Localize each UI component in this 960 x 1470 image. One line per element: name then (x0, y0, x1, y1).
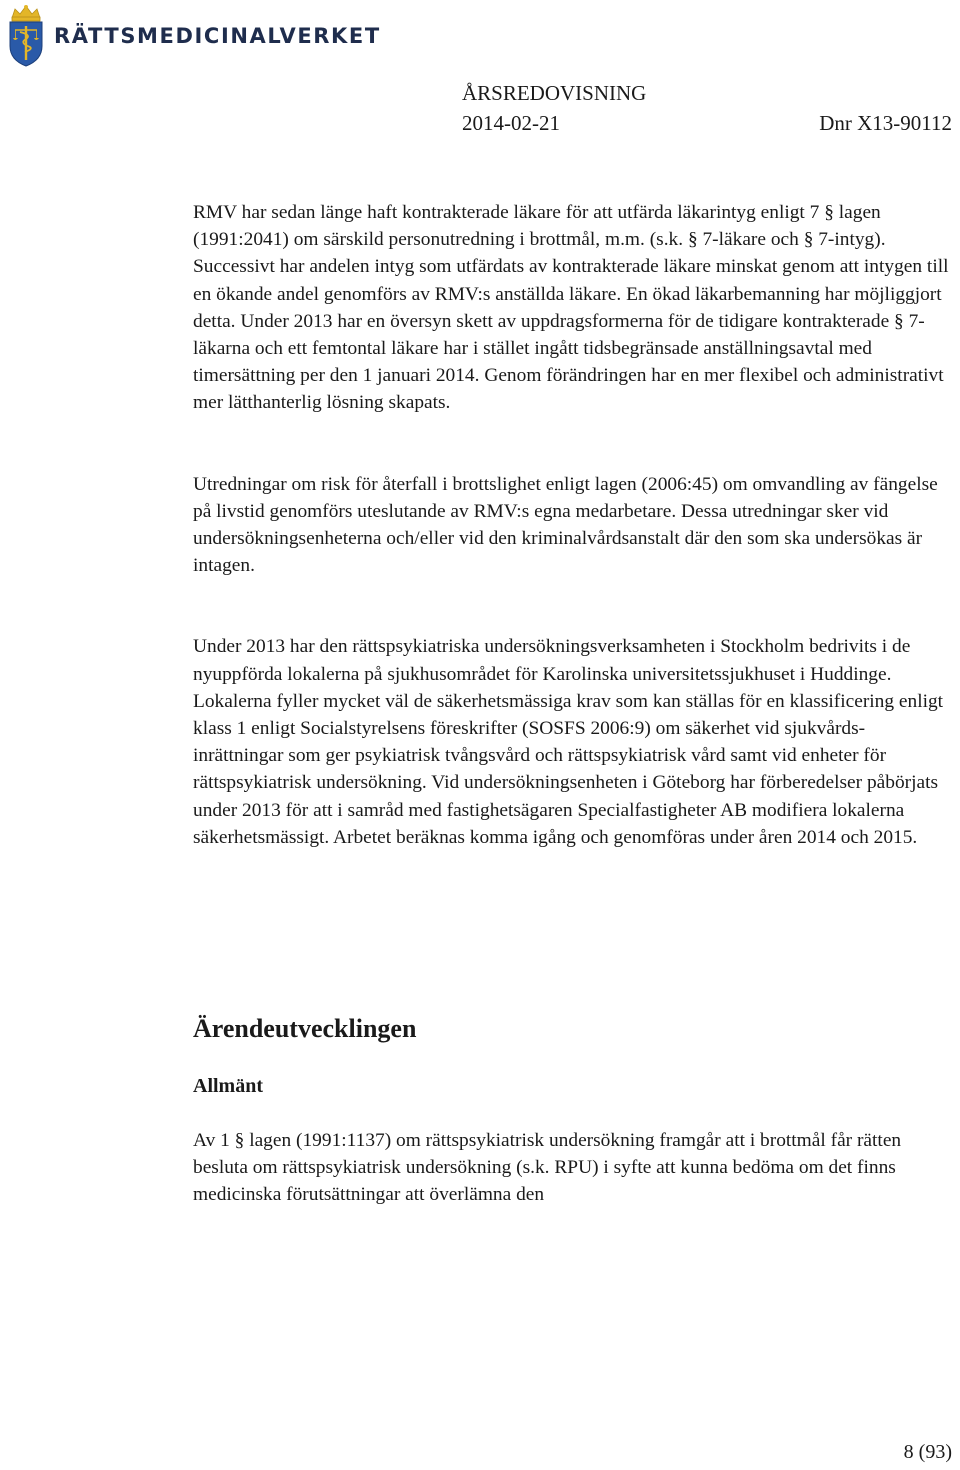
document-type: ÅRSREDOVISNING (462, 81, 647, 105)
page-number: 8 (93) (903, 1441, 952, 1463)
subsection-heading: Allmänt (193, 1075, 263, 1097)
organization-logo (6, 4, 381, 68)
body-paragraph: Under 2013 har den rättspsykiatriska undersökningsverksamheten i Stockholm bedrivits i de nyuppförda lokalerna på sjukhusområdet för Karolinska universitetssjukhuset i Huddinge. Lokalerna fyller mycket väl de säkerhetsmässiga krav som kan ställas för en klassificering enligt klass 1 enligt Socialstyrelsens föreskrifter (SOSFS 2006:9) om säkerhet vid sjukvårds-inrättningar som ger psykiatrisk tvångsvård och rättspsykiatrisk vård samt vid enheter för rättspsykiatrisk undersökning. Vid undersökningsenheten i Göteborg har förberedelser påbörjats under 2013 för att i samråd med fastighetsägaren Specialfastigheter AB modifiera lokalerna säkerhetsmässigt. Arbetet beräknas komma igång och genomföras under åren 2014 och 2015. (193, 636, 944, 848)
document-meta (462, 110, 952, 136)
document-reference: Dnr X13-90112 (819, 111, 952, 135)
coat-of-arms-icon (6, 4, 46, 68)
body-paragraph: Av 1 § lagen (1991:1137) om rättspsykiatrisk undersökning framgår att i brottmål får rätten besluta om rättspsykiatrisk undersökning (s.k. RPU) i syfte att kunna bedöma om det finns medicinska förutsättningar att överlämna den (193, 1130, 902, 1206)
organization-name: RÄTTSMEDICINALVERKET (54, 24, 381, 48)
body-paragraph: Utredningar om risk för återfall i brottslighet enligt lagen (2006:45) om omvandling av fängelse på livstid genomförs uteslutande av RMV:s egna medarbetare. Dessa utredningar sker vid undersökningsenheterna och/eller vid den kriminalvårdsanstalt där den som ska undersökas är intagen. (193, 473, 938, 577)
section-heading: Ärendeutvecklingen (193, 1014, 417, 1043)
document-body (193, 199, 950, 851)
body-paragraph: RMV har sedan länge haft kontrakterade läkare för att utfärda läkarintyg enligt 7 § lagen (1991:2041) om särskild personutredning i brottmål, m.m. (s.k. § 7-läkare och § 7-intyg). Successivt har andelen intyg som utfärdats av kontrakterade läkare minskat genom att intygen till en ökande andel genomförs av RMV:s anställda läkare. En ökad läkarbemanning har möjliggjort detta. Under 2013 har en översyn skett av uppdragsformerna för de tidigare kontrakterade § 7-läkarna och ett femtontal läkare har i stället ingått tidsbegränsade anställningsavtal med timersättning per den 1 januari 2014. Genom förändringen har en mer flexibel och administrativt mer lätthanterlig lösning skapats. (193, 202, 949, 414)
document-header (462, 80, 952, 136)
document-date: 2014-02-21 (462, 111, 560, 135)
